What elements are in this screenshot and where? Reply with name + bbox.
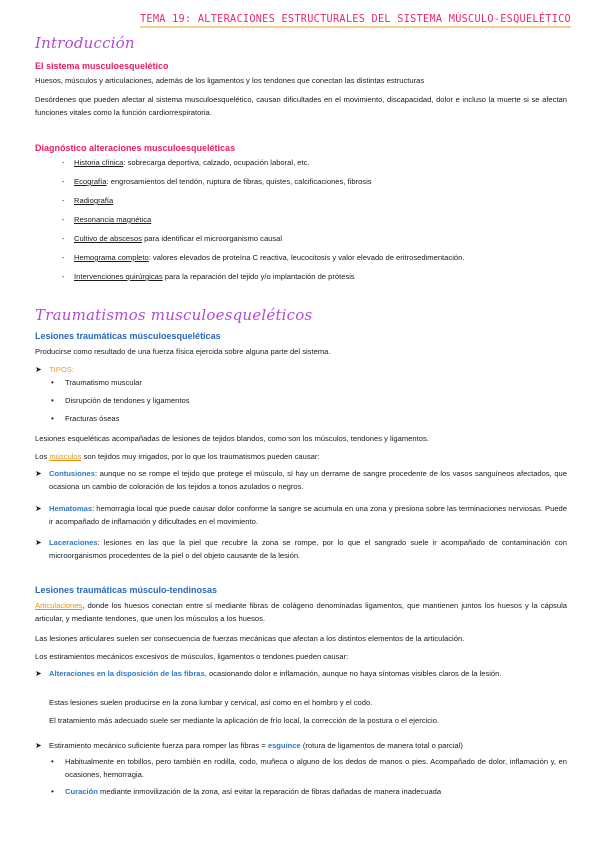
list-item: • Traumatismo muscular <box>51 377 567 390</box>
bullet-icon: • <box>51 378 54 387</box>
esguince-item: ➤ Estiramiento mecánico suficiente fuerza para romper las fibras = esguince (rotura de ligamentos de manera total o parcial) <box>35 740 567 753</box>
tendinosas-paragraph-3: Los estiramientos mecánicos excesivos de músculos, ligamentos o tendones pueden causar: <box>35 652 349 661</box>
document-page: TEMA 19: ALTERACIONES ESTRUCTURALES DEL SISTEMA MÚSCULO-ESQUELÉTICO Introducción El sistema musculoesquelético Huesos, músculos y articulaciones, además de los ligamentos y los tendones que conectan las distintas estructuras Desórdenes que pueden afectar al sistema musculoesquelético, causan dificultades en el movimiento, discapacidad, dolor e incluso la muerte si se afectan funciones vitales como la función cardiorrespiratoria. Diagnóstico alteraciones musculoesqueléticas - Historia clínica: sobrecarga deportiva, calzado, ocupación laboral, etc. - Ecografía: engrosamientos del tendón, ruptura de fibras, quistes, calcificaciones, fibrosis - Radiografía - Resonancia magnética - Cultivo de abscesos para identificar el microorganismo causal - Hemograma completo: valores elevados de proteína C reactiva, leucocitosis y valor elevado de eritrosedimentación. - Intervenciones quirúrgicas para la reparación del tejido y/o implantación de prótesis Traumatismos musculoesqueléticos Lesiones traumáticas músculoesqueléticas Producirse como resultado de una fuerza física ejercida sobre alguna parte del sistema. ➤ TIPOS: • Traumatismo muscular • Disrupción de tendones y ligamentos • Fracturas óseas Lesiones esqueléticas acompañadas de lesiones de tejidos blandos, como son los músculos, tendones y ligamentos. Los músculos son tejidos muy irrigados, por lo que los traumatismos pueden causar: ➤ Contusiones: aunque no se rompe el tejido que protege el músculo, sí hay un derrame de sangre procedente de los vasos sanguíneos afectados, que ocasiona un cambio de coloración de los tejidos a tonos azulados o negros. ➤ Hematomas: hemorragia local que puede causar dolor conforme la sangre se acumula en una zona y presiona sobre las terminaciones nerviosas. Puede ir acompañado de inflamación y dificultades en el movimiento. ➤ Laceraciones: lesiones en las que la piel que recubre la zona se rompe, por lo que el sangrado suele ir acompañado de contaminación con microorganismos procedentes de la piel o del objeto causante de la lesión. Lesiones traumáticas músculo-tendinosas Articulaciones, donde los huesos conectan entre sí mediante fibras de colágeno denominadas ligamentos, que mantienen juntos los huesos y la cápsula articular, y mediante tendones, que unen los músculos a los huesos. Las lesiones articulares suelen ser consecuencia de fuerzas mecánicas que afectan a los distintos elementos de la articulación. Los estiramientos mecánicos excesivos de músculos, ligamentos o tendones pueden causar: ➤ Alteraciones en la disposición de las fibras, ocasionando dolor e inflamación, aunque no haya síntomas visibles claros de la lesión. Estas lesiones suelen producirse en la zona lumbar y cervical, así como en el hombro y el codo. El tratamiento más adecuado suele ser mediante la aplicación de frío local, la corrección de la postura o el ejercicio. ➤ Estiramiento mecánico suficiente fuerza para romper las fibras = esguince (rotura de ligamentos de manera total o parcial) • Habitualmente en tobillos, pero también en rodilla, codo, muñeca o alguno de los dedos de manos o pies. Acompañado de dolor, inflamación y, en ocasiones, hemorragia. • Curación mediante inmovilización de la zona, así evitar la reparación de fibras dañadas de manera inadecuada <box>0 0 599 848</box>
trauma-paragraph-3: Los músculos son tejidos muy irrigados, por lo que los traumatismos pueden causar: <box>35 452 320 461</box>
tendinosas-paragraph-1: Articulaciones, donde los huesos conectan entre sí mediante fibras de colágeno denominadas ligamentos, que mantienen juntos los huesos y la cápsula articular, y mediante tendones, que unen los músculos a los huesos. <box>35 601 567 623</box>
hematomas-item: ➤ Hematomas: hemorragia local que puede causar dolor conforme la sangre se acumula en una zona y presiona sobre las terminaciones nerviosas. Puede ir acompañado de inflamación y dificultades en el movimiento. <box>35 504 567 526</box>
alteraciones-paragraph-2: Estas lesiones suelen producirse en la zona lumbar y cervical, así como en el hombro y el codo. <box>49 698 373 707</box>
bullet-icon: • <box>51 414 54 423</box>
topic-header: TEMA 19: ALTERACIONES ESTRUCTURALES DEL SISTEMA MÚSCULO-ESQUELÉTICO <box>140 14 571 28</box>
list-item: • Fracturas óseas <box>51 413 567 426</box>
bullet-icon: • <box>51 787 54 796</box>
list-item: • Curación mediante inmovilización de la zona, así evitar la reparación de fibras dañadas de manera inadecuada <box>51 786 567 799</box>
intro-paragraph-2: Desórdenes que pueden afectar al sistema musculoesquelético, causan dificultades en el movimiento, discapacidad, dolor e incluso la muerte si se afectan funciones vitales como la función cardiorrespiratoria. <box>35 95 567 117</box>
contusiones-item: ➤ Contusiones: aunque no se rompe el tejido que protege el músculo, sí hay un derrame de sangre procedente de los vasos sanguíneos afectados, que ocasiona un cambio de coloración de los tejidos a tonos azulados o negros. <box>35 469 567 491</box>
section-title-traumatismos: Traumatismos musculoesqueléticos <box>35 306 313 324</box>
arrow-bullet-icon: ➤ <box>35 741 42 750</box>
subtitle-lesiones-musculoesqueleticas: Lesiones traumáticas músculoesqueléticas <box>35 331 221 341</box>
list-item: • Disrupción de tendones y ligamentos <box>51 395 567 408</box>
list-item: • Habitualmente en tobillos, pero también en rodilla, codo, muñeca o alguno de los dedos de manos o pies. Acompañado de dolor, inflamación y, en ocasiones, hemorragia. <box>51 757 567 779</box>
laceraciones-item: ➤ Laceraciones: lesiones en las que la piel que recubre la zona se rompe, por lo que el sangrado suele ir acompañado de contaminación con microorganismos procedentes de la piel o del objeto causante de la lesión. <box>35 538 567 560</box>
arrow-bullet-icon: ➤ <box>35 538 42 547</box>
subtitle-lesiones-tendinosas: Lesiones traumáticas músculo-tendinosas <box>35 585 218 595</box>
arrow-bullet-icon: ➤ <box>35 365 42 374</box>
subtitle-sistema-musculoesqueletico: El sistema musculoesquelético <box>35 61 169 71</box>
trauma-paragraph-1: Producirse como resultado de una fuerza física ejercida sobre alguna parte del sistema. <box>35 347 331 356</box>
tendinosas-paragraph-2: Las lesiones articulares suelen ser consecuencia de fuerzas mecánicas que afectan a los distintos elementos de la articulación. <box>35 634 465 643</box>
arrow-bullet-icon: ➤ <box>35 504 42 513</box>
intro-paragraph-1: Huesos, músculos y articulaciones, además de los ligamentos y los tendones que conectan las distintas estructuras <box>35 76 425 85</box>
trauma-paragraph-2: Lesiones esqueléticas acompañadas de lesiones de tejidos blandos, como son los músculos, tendones y ligamentos. <box>35 434 429 443</box>
bullet-icon: • <box>51 396 54 405</box>
alteraciones-paragraph-3: El tratamiento más adecuado suele ser mediante la aplicación de frío local, la corrección de la postura o el ejercicio. <box>49 716 440 725</box>
alteraciones-item: ➤ Alteraciones en la disposición de las fibras, ocasionando dolor e inflamación, aunque no haya síntomas visibles claros de la lesión. <box>35 668 567 681</box>
section-title-introduccion: Introducción <box>35 34 135 52</box>
arrow-bullet-icon: ➤ <box>35 669 42 678</box>
subtitle-diagnostico: Diagnóstico alteraciones musculoesqueléticas <box>35 143 236 153</box>
arrow-bullet-icon: ➤ <box>35 469 42 478</box>
bullet-icon: • <box>51 757 54 766</box>
tipos-item: ➤ TIPOS: <box>35 364 567 377</box>
